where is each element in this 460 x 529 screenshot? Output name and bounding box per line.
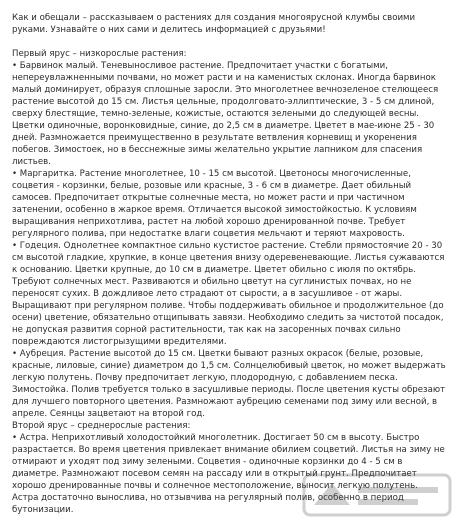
tier1-item-periwinkle: • Барвинок малый. Теневыносливое растение. Предпочитает участки с богатыми, непереувлажненными почвами, но может расти и на каменистых склонах. Иногда барвинок малый доминирует, образуя сплошные заросли. Это многолетнее вечнозеленое стелющееся растение высотой до 15 см. Листья цельные, продолговато-эллиптические, 3 - 5 см длиной, сверху блестящие, темно-зеленые, кожистые, остаются зелеными до следующей весны. Цветки одиночные, воронковидные, синие, до 2,5 см в диаметре. Цветет в мае-июне 25 - 30 дней. Размножается преимущественно в результате ветвления корневищ и укоренения побегов. Зимостоек, но в бесснежные зимы желательно укрытие лапником для спасения листьев.: [12, 61, 439, 167]
tier2-item-aster: • Астра. Неприхотливый холодостойкий многолетник. Достигает 50 см в высоту. Быстро разрастается. Во время цветения привлекает внимание обилием соцветий. Листья на зиму не отмирают и уходят под зиму зелеными. Соцветия - одиночные корзинки до 4 - 5 см в диаметре. Размножают посевом семян на рассаду или в открытый грунт. Предпочитает хорошо дренированные почвы и солнечное местоположение, выносит легкую полутень. Астра достаточно вынослива, но отзывчива на регулярный полив, особенно в период бутонизации.: [12, 433, 445, 515]
tier1-heading: Первый ярус – низкорослые растения:: [12, 49, 187, 59]
intro-paragraph: Как и обещали – рассказываем о растениях для создания многоярусной клумбы своими руками. Узнавайте о них сами и делитесь информацией с друзьями!: [12, 13, 416, 35]
tier1-item-daisy: • Маргаритка. Растение многолетнее, 10 - 15 см высотой. Цветоносы многочисленные, соцветия - корзинки, белые, розовые или красные, 3 - 6 см в диаметре. Дает обильный самосев. Предпочитает открытые солнечные места, но может расти и при частичном затенении, особенно в жаркое время. Отличается высокой зимостойкостью. К условиям выращивания неприхотлива, растет на любой хорошо дренированной почве. Требует регулярного полива, при недостатке влаги соцветия мельчают и теряют махровость.: [12, 169, 417, 239]
tier1-item-aubrieta: • Аубреция. Растение высотой до 15 см. Цветки бывают разных окрасок (белые, розовые, красные, лиловые, синие) диаметром до 1,5 см. Солнцелюбивый цветок, но может выдержать легкую полутень. Почву предпочитает легкую, плодородную, с добавлением песка. Зимостойка. Полив требуется только в засушливые периоды. После цветения кусты обрезают для лучшего повторного цветения. Размножают аубрецию семенами под зиму или весной, в апреле. Сеянцы зацветают на второй год.: [12, 349, 446, 419]
tier2-heading: Второй ярус – среднерослые растения:: [12, 421, 191, 431]
tier1-item-godetia: • Годеция. Однолетнее компактное сильно кустистое растение. Стебли прямостоячие 20 - 30 см высотой гладкие, хрупкие, в конце цветения внизу одеревеневающие. Листья сужаваются к основанию. Цветки крупные, до 10 см в диаметре. Цветет обильно с июля по октябрь. Требуют солнечных мест. Развиваются и обильно цветут на суглинистых почвах, но не переносят сухих. В дождливое лето страдают от сырости, а в засушливое - от жары. Выращивают при регулярном поливе. Чтобы поддерживать обильное и продолжительное (до осени) цветение, обязательно отщипывать завязи. Необходимо следить за чистотой посадок, не допуская развития сорной растительности, так как на засоренных почвах сильно повреждаются листогрызущими вредителями.: [12, 241, 445, 347]
